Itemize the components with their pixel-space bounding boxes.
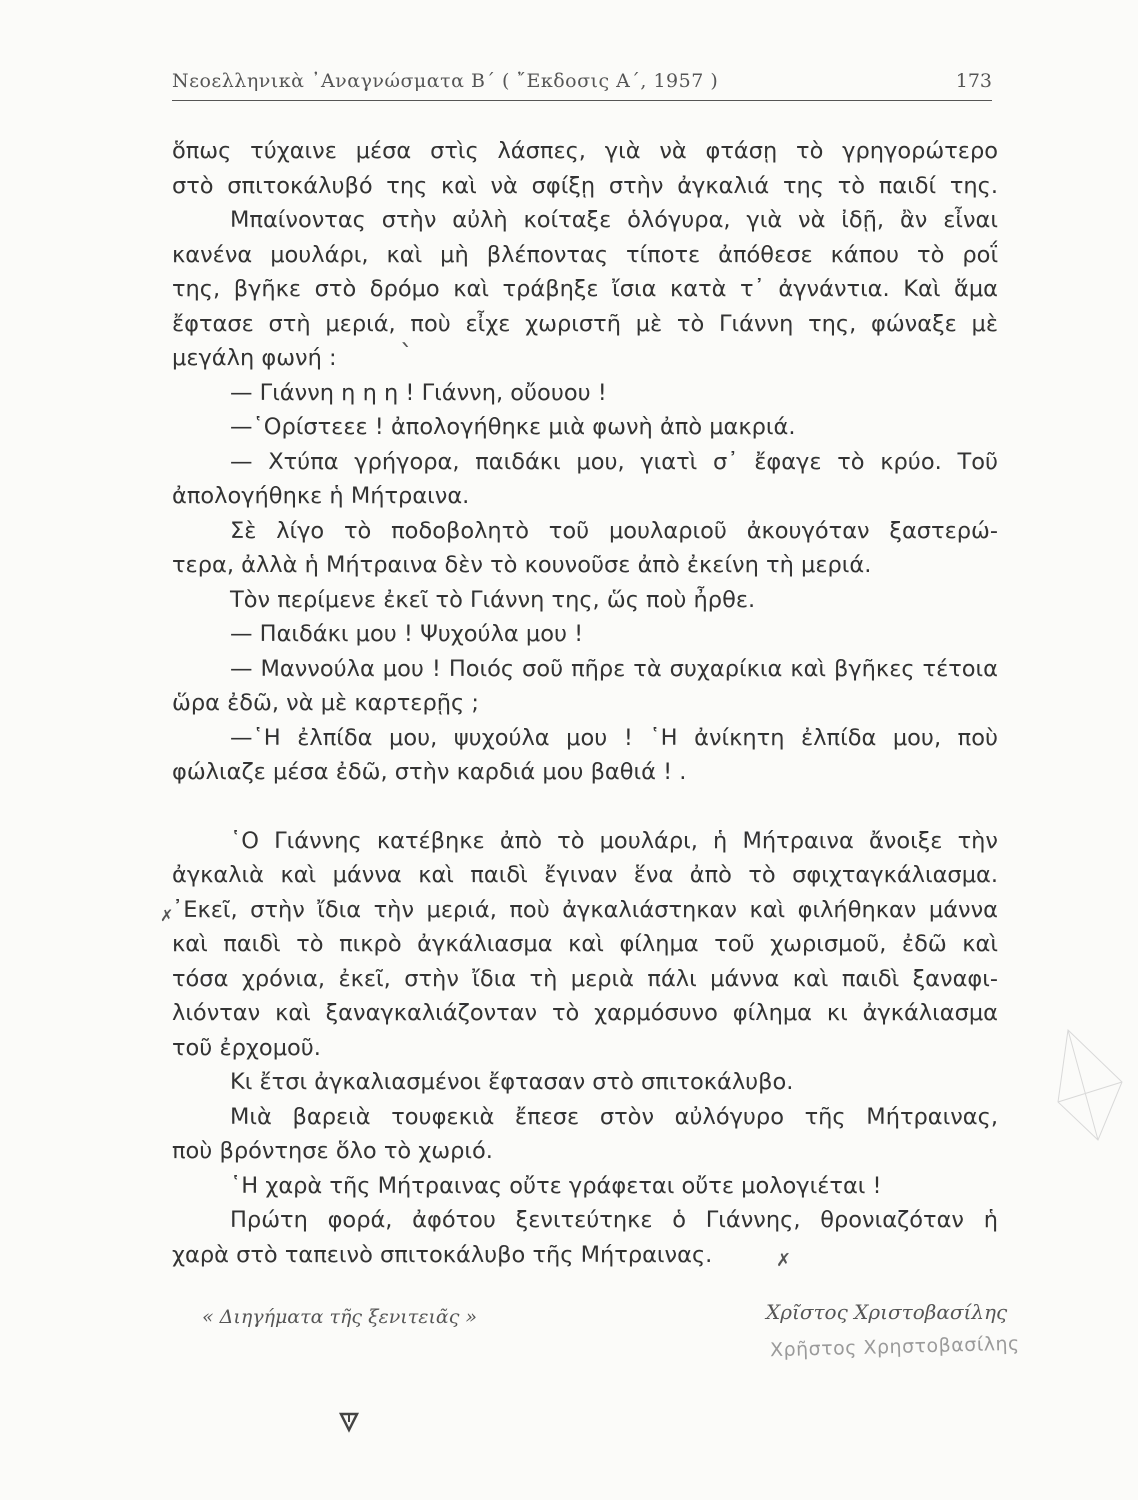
text-line: λιόνταν καὶ ξαναγκαλιάζονταν τὸ χαρμόσυνο φίλημα κι ἀγκάλιασμα: [172, 1000, 998, 1026]
page-number: 173: [955, 70, 992, 92]
text-line: κανένα μουλάρι, καὶ μὴ βλέποντας τίποτε ἀπόθεσε κάπου τὸ ροΐ: [172, 241, 998, 268]
text-line: τόσα χρόνια, ἐκεῖ, στὴν ἴδια τὴ μεριὰ πάλι μάννα καὶ παιδὶ ξαναφι-: [172, 965, 998, 992]
text-line: ᾿Εκεῖ, στὴν ἴδια τὴν μεριά, ποὺ ἀγκαλιάστηκαν καὶ φιλήθηκαν μάννα: [172, 896, 998, 923]
text-line: Μιὰ βαρειὰ τουφεκιὰ ἔπεσε στὸν αὐλόγυρο τῆς Μήτραινας,: [230, 1103, 998, 1130]
text-line: Κι ἔτσι ἀγκαλιασμένοι ἔφτασαν στὸ σπιτοκάλυβο.: [230, 1069, 794, 1095]
text-line: στὸ σπιτοκάλυβό της καὶ νὰ σφίξῃ στὴν ἀγκαλιά της τὸ παιδί της.: [172, 172, 998, 199]
text-line: ἀγκαλιὰ καὶ μάννα καὶ παιδὶ ἔγιναν ἕνα ἀπὸ τὸ σφιχταγκάλιασμα.: [172, 862, 998, 888]
text-line: ὥρα ἐδῶ, νὰ μὲ καρτερῇς ;: [172, 690, 479, 716]
text-line: τερα, ἀλλὰ ἡ Μήτραινα δὲν τὸ κουνοῦσε ἀπὸ ἐκείνη τὴ μεριά.: [172, 552, 872, 578]
text-line: ἔφτασε στὴ μεριά, ποὺ εἶχε χωριστῆ μὲ τὸ Γιάννη της, φώναξε μὲ: [172, 310, 998, 337]
text-line: ῾Ο Γιάννης κατέβηκε ἀπὸ τὸ μουλάρι, ἡ Μήτραινα ἄνοιξε τὴν: [230, 827, 998, 854]
text-line: — Παιδάκι μου ! Ψυχούλα μου !: [230, 621, 584, 647]
source-title: « Διηγήματα τῆς ξενιτειᾶς »: [202, 1306, 478, 1328]
text-line: Τὸν περίμενε ἐκεῖ τὸ Γιάννη της, ὥς ποὺ ἦρθε.: [230, 586, 756, 613]
text-line: —῾Ορίστεεε ! ἀπολογήθηκε μιὰ φωνὴ ἀπὸ μακριά.: [230, 414, 796, 440]
pen-cross-mark: ✗: [776, 1250, 792, 1271]
text-line: καὶ παιδὶ τὸ πικρὸ ἀγκάλιασμα καὶ φίλημα τοῦ χωρισμοῦ, ἐδῶ καὶ: [172, 931, 998, 957]
text-line: της, βγῆκε στὸ δρόμο καὶ τράβηξε ἴσια κατὰ τ᾿ ἀγνάντια. Καὶ ἅμα: [172, 276, 998, 302]
text-line: τοῦ ἐρχομοῦ.: [172, 1034, 321, 1061]
stamp-mark-icon: [338, 1410, 360, 1434]
text-line: — Μαννούλα μου ! Ποιός σοῦ πῆρε τὰ συχαρίκια καὶ βγῆκες τέτοια: [230, 655, 998, 682]
handwritten-author-note: Χρῆστος Χρηστοβασίλης: [769, 1332, 1020, 1362]
text-line: ῾Η χαρὰ τῆς Μήτραινας οὔτε γράφεται οὔτε μολογιέται !: [230, 1172, 882, 1199]
text-line: —῾Η ἐλπίδα μου, ψυχούλα μου ! ῾Η ἀνίκητη ἐλπίδα μου, ποὺ: [230, 724, 998, 751]
faint-pencil-sketch-icon: [1050, 1020, 1130, 1150]
text-line: — Γιάννη η η η ! Γιάννη, οὔουου !: [230, 379, 607, 406]
text-line: — Χτύπα γρήγορα, παιδάκι μου, γιατὶ σ᾿ ἔφαγε τὸ κρύο. Τοῦ: [230, 448, 998, 475]
text-line: ποὺ βρόντησε ὅλο τὸ χωριό.: [172, 1138, 493, 1164]
pen-tick-mark: ˋ: [400, 340, 413, 370]
text-line: Πρώτη φορά, ἀφότου ξενιτεύτηκε ὁ Γιάννης, θρονιαζόταν ἡ: [230, 1207, 998, 1233]
text-line: ἀπολογήθηκε ἡ Μήτραινα.: [172, 483, 470, 509]
story-text: [172, 134, 998, 1272]
paragraph-gap: [172, 790, 998, 824]
text-line: χαρὰ στὸ ταπεινὸ σπιτοκάλυβο τῆς Μήτραινας.: [172, 1241, 713, 1268]
author-name: Χρῖστος Χριστοβασίλης: [766, 1300, 1008, 1324]
text-line: ὅπως τύχαινε μέσα στὶς λάσπες, γιὰ νὰ φτάσῃ τὸ γρηγορώτερο: [172, 138, 998, 164]
text-line: φώλιαζε μέσα ἐδῶ, στὴν καρδιά μου βαθιά ! .: [172, 759, 687, 785]
pen-cross-mark: ✗: [160, 906, 174, 925]
text-line: μεγάλη φωνή :: [172, 345, 337, 371]
running-header: [172, 66, 992, 101]
running-title: Νεοελληνικὰ ᾿Αναγνώσματα Β΄ ( ῎Εκδοσις Α΄, 1957 ): [172, 70, 719, 92]
text-line: Σὲ λίγο τὸ ποδοβολητὸ τοῦ μουλαριοῦ ἀκουγόταν ξαστερώ-: [230, 517, 998, 544]
text-line: Μπαίνοντας στὴν αὐλὴ κοίταξε ὁλόγυρα, γιὰ νὰ ἰδῇ, ἂν εἶναι: [230, 207, 998, 233]
